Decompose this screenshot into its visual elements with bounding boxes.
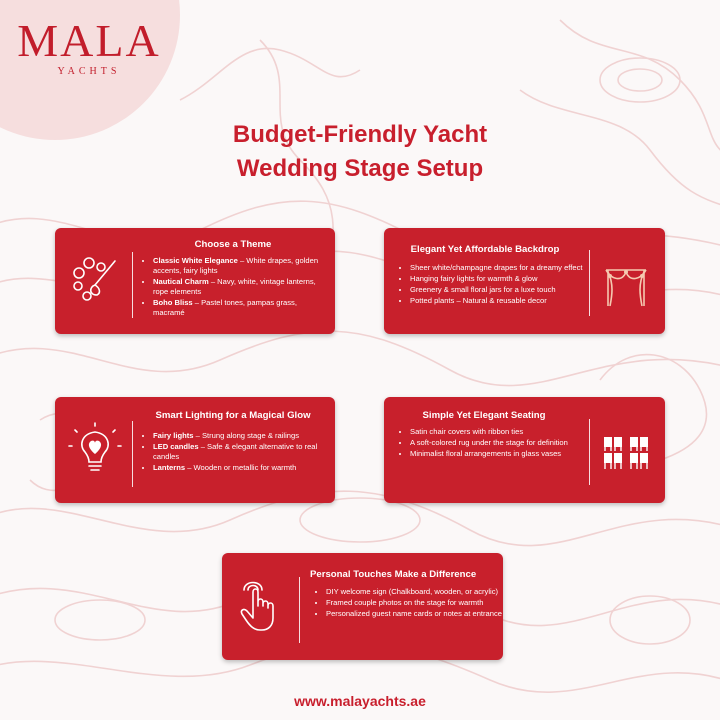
list-item: • Sheer white/champagne drapes for a dreamy effect: [410, 263, 600, 273]
card-title: Simple Yet Elegant Seating: [422, 410, 546, 421]
card-choose-theme: [55, 228, 335, 334]
draped-arch-icon: [598, 256, 654, 312]
list-item: • Lanterns – Wooden or metallic for warmth: [153, 463, 325, 473]
card-seating: [384, 397, 665, 503]
card-bullet-list: [400, 427, 586, 460]
card-divider: [589, 250, 590, 316]
card-title: Choose a Theme: [194, 239, 272, 250]
list-item: • A soft-colored rug under the stage for definition: [410, 438, 586, 448]
list-item: • Fairy lights – Strung along stage & railings: [153, 431, 325, 441]
card-title: Smart Lighting for a Magical Glow: [155, 410, 311, 421]
card-personal-touches: [222, 553, 503, 660]
logo-subtitle: YACHTS: [57, 66, 121, 77]
list-item: • Greenery & small floral jars for a luxe touch: [410, 285, 600, 295]
card-backdrop: [384, 228, 665, 334]
heart-bulb-icon: [67, 422, 123, 478]
card-divider: [132, 421, 133, 487]
card-divider: [132, 252, 133, 318]
card-smart-lighting: [55, 397, 335, 503]
list-item: • Framed couple photos on the stage for warmth: [326, 598, 506, 608]
card-bullet-list: [143, 256, 323, 319]
list-item: • Nautical Charm – Navy, white, vintage lanterns, rope elements: [153, 277, 323, 297]
list-item: • Boho Bliss – Pastel tones, pampas grass, macramé: [153, 298, 323, 318]
list-item: • DIY welcome sign (Chalkboard, wooden, or acrylic): [326, 587, 506, 597]
chair-rows-icon: [598, 423, 654, 479]
card-divider: [589, 419, 590, 485]
tap-hand-icon: [234, 578, 290, 634]
palette-brush-icon: [67, 253, 123, 309]
page-title-line-1: Budget-Friendly Yacht: [232, 121, 488, 148]
list-item: • Satin chair covers with ribbon ties: [410, 427, 586, 437]
card-divider: [299, 577, 300, 643]
page-title-line-2: Wedding Stage Setup: [236, 155, 484, 182]
logo-wordmark: MALA: [17, 15, 161, 66]
card-bullet-list: [316, 587, 506, 620]
card-bullet-list: [400, 263, 600, 307]
list-item: • Minimalist floral arrangements in glass vases: [410, 449, 586, 459]
list-item: • Classic White Elegance – White drapes, golden accents, fairy lights: [153, 256, 323, 276]
website-url[interactable]: www.malayachts.ae: [294, 693, 426, 709]
card-title: Elegant Yet Affordable Backdrop: [410, 244, 560, 255]
card-title: Personal Touches Make a Difference: [310, 569, 477, 580]
brand-logo: [14, 15, 164, 77]
list-item: • Hanging fairy lights for warmth & glow: [410, 274, 600, 284]
list-item: • Personalized guest name cards or notes at entrance: [326, 609, 506, 619]
list-item: • Potted plants – Natural & reusable decor: [410, 296, 600, 306]
card-bullet-list: [143, 431, 325, 474]
list-item: • LED candles – Safe & elegant alternative to real candles: [153, 442, 325, 462]
